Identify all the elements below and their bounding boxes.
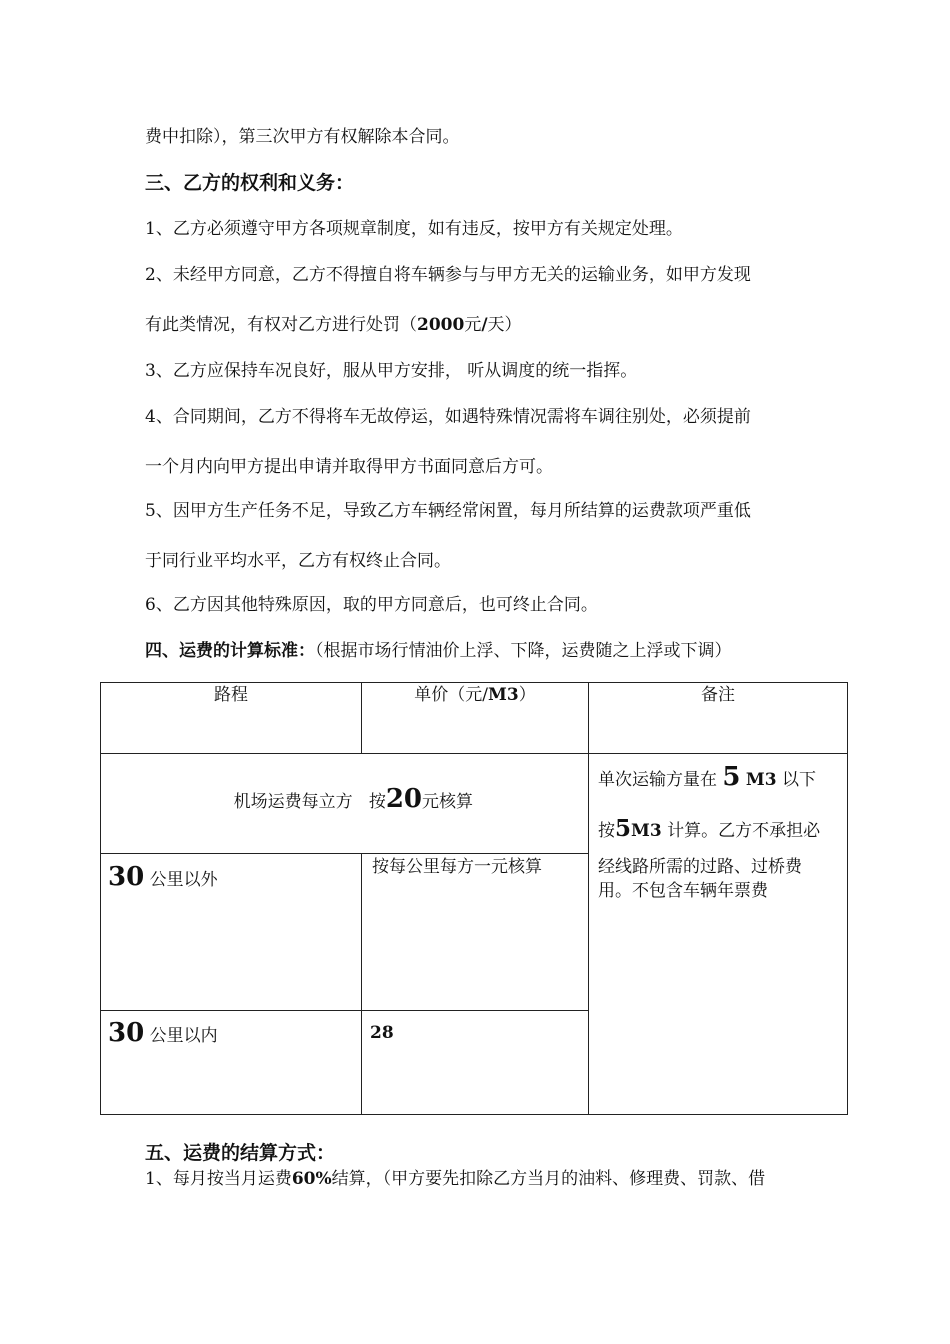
p2b-num: 2000 [417, 315, 465, 335]
airport-rate-pre: 机场运费每立方 按 [233, 792, 386, 812]
p7-num: 60% [291, 1169, 332, 1189]
note-l1-unit: M3 [745, 770, 777, 790]
header-price [362, 684, 588, 706]
header-price-unit: M3 [488, 685, 519, 705]
note-l2-unit: M3 [631, 821, 662, 841]
header-route: 路程 [214, 685, 248, 705]
table-rule-right [847, 682, 848, 1115]
note-l1-pre: 单次运输方量在 [598, 770, 717, 790]
p7-pre: 1、每月按当月运费 [145, 1169, 292, 1189]
note-l2-num: 5 [615, 815, 632, 842]
text-line-p5b: 于同行业平均水平，乙方有权终止合同。 [145, 551, 451, 571]
table-rule-row2 [100, 853, 589, 854]
table-rule-note [588, 682, 589, 1115]
text-line-p3: 3、乙方应保持车况良好，服从甲方安排， 听从调度的统一指挥。 [145, 361, 638, 381]
airport-rate-post: 元核算 [422, 792, 474, 812]
p7-post: 结算，（甲方要先扣除乙方当月的油料、修理费、罚款、借 [331, 1169, 766, 1189]
note-line-2 [598, 815, 821, 842]
p2b-slash: / [481, 315, 488, 335]
over-30km-num: 30 [108, 862, 145, 892]
table-rule-header [100, 753, 848, 754]
note-line-1 [598, 762, 816, 792]
text-line-p6: 6、乙方因其他特殊原因，取的甲方同意后，也可终止合同。 [145, 595, 598, 615]
p2b-post: 天） [487, 315, 522, 335]
table-rule-row3 [100, 1010, 589, 1011]
within-30km-text: 公里以内 [149, 1026, 218, 1046]
text-line-p4a: 4、合同期间，乙方不得将车无故停运，如遇特殊情况需将车调往别处，必须提前 [145, 407, 751, 427]
over-30km-price: 按每公里每方一元核算 [372, 857, 542, 877]
over-30km-text: 公里以外 [149, 870, 218, 890]
text-line-p7 [145, 1168, 765, 1190]
note-l2-pre: 按 [598, 821, 615, 841]
header-price-post: ） [518, 685, 536, 705]
section-heading-5: 五、运费的结算方式： [145, 1142, 336, 1164]
table-rule-mid-body [361, 853, 362, 1115]
note-line-4: 用。不包含车辆年票费 [598, 881, 768, 901]
within-30km-label [108, 1018, 218, 1048]
section-heading-3: 三、乙方的权利和义务： [145, 172, 355, 194]
within-30km-num: 30 [108, 1018, 145, 1048]
text-line-p2a: 2、未经甲方同意，乙方不得擅自将车辆参与与甲方无关的运输业务，如甲方发现 [145, 265, 751, 285]
note-l1-num: 5 [722, 762, 741, 792]
text-line-p1: 1、乙方必须遵守甲方各项规章制度，如有违反，按甲方有关规定处理。 [145, 219, 683, 239]
text-line-p4b: 一个月内向甲方提出申请并取得甲方书面同意后方可。 [145, 457, 553, 477]
text-line-1: 费中扣除），第三次甲方有权解除本合同。 [145, 127, 460, 147]
airport-rate-num: 20 [385, 784, 423, 814]
table-rule-top [100, 682, 848, 683]
text-line-p2b [145, 314, 522, 336]
within-30km-price: 28 [370, 1023, 394, 1043]
table-rule-left [100, 682, 101, 1115]
header-price-pre: 单价（元/ [414, 685, 489, 705]
p2b-mid: 元 [464, 315, 482, 335]
table-rule-bottom [100, 1114, 848, 1115]
heading-4-rest: （根据市场行情油价上浮、下降，运费随之上浮或下调） [315, 641, 732, 661]
header-note: 备注 [701, 685, 735, 705]
airport-rate [212, 766, 473, 835]
text-line-p5a: 5、因甲方生产任务不足，导致乙方车辆经常闲置，每月所结算的运费款项严重低 [145, 501, 751, 521]
heading-4-bold: 四、运费的计算标准： [145, 641, 315, 661]
note-line-3: 经线路所需的过路、过桥费 [598, 857, 802, 877]
note-l2-post: 计算。乙方不承担必 [667, 821, 821, 841]
p2b-pre: 有此类情况，有权对乙方进行处罚（ [145, 315, 417, 335]
note-l1-post: 以下 [781, 770, 816, 790]
section-heading-4 [145, 640, 732, 662]
over-30km-label [108, 862, 218, 892]
